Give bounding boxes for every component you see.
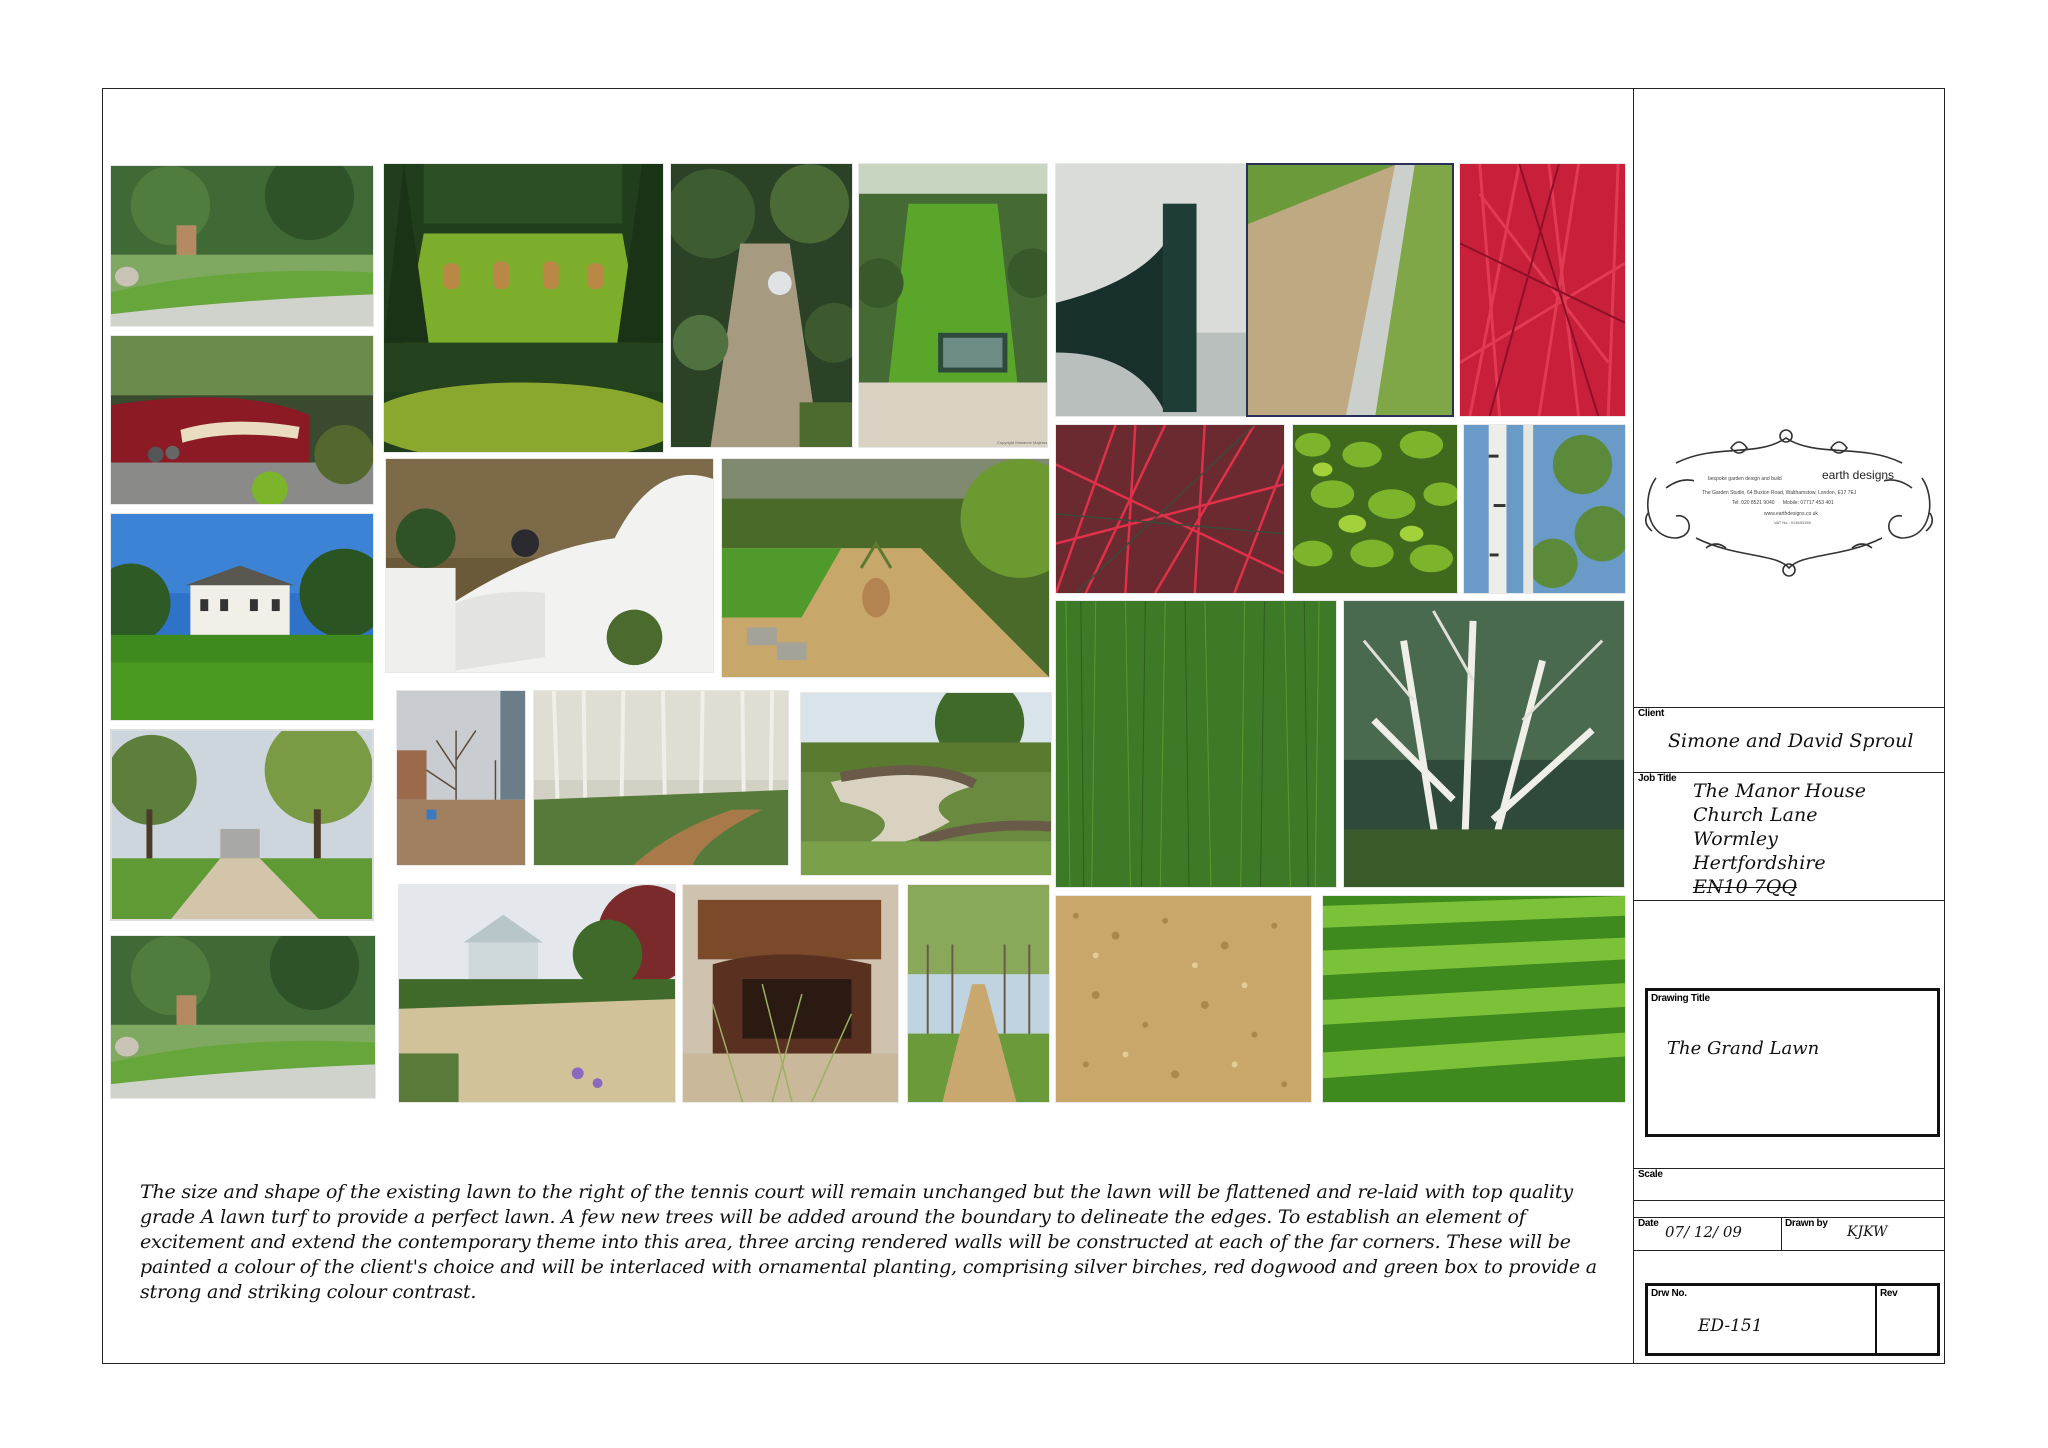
job-address-line: The Manor House	[1693, 780, 1867, 802]
drawing-title-label: Drawing Title	[1651, 993, 1710, 1004]
photo-green-box-foliage	[1292, 424, 1458, 594]
photo-long-lawn-water-rill	[858, 163, 1048, 448]
photo-lawn-turf-texture	[1055, 600, 1337, 888]
title-block-divider	[1781, 1217, 1782, 1250]
photo-dark-green-curved-panel	[1055, 163, 1247, 417]
photo-curved-red-wall-bench	[110, 335, 374, 505]
photo-pleached-tree-avenue	[907, 884, 1050, 1103]
photo-silver-birch-grove	[533, 690, 789, 866]
photo-striped-lawn	[1322, 895, 1626, 1103]
title-block-divider	[1633, 1168, 1945, 1169]
photo-red-dogwood-closeup	[1055, 424, 1285, 594]
date-label: Date	[1638, 1218, 1659, 1229]
logo-address: The Garden Studio, 64 Buxton Road, Walthamstow, London, E17 7EJ	[1702, 490, 1857, 496]
logo-web: www.earthdesigns.co.uk	[1764, 511, 1818, 517]
job-address-line: EN10 7QQ	[1693, 876, 1797, 898]
job-address	[1693, 779, 1866, 899]
title-block-divider	[1633, 707, 1945, 708]
title-block-divider	[1633, 1250, 1945, 1251]
logo-tagline: bespoke garden design and build	[1708, 476, 1782, 482]
photo-resin-gravel-texture	[1055, 895, 1312, 1103]
photo-tree-planting-plaza	[396, 690, 526, 866]
drw-no-label: Drw No.	[1651, 1288, 1687, 1299]
photo-park-path-trees	[110, 729, 374, 921]
scale-label: Scale	[1638, 1169, 1663, 1180]
client-label: Client	[1638, 708, 1664, 719]
logo-vat: VAT No.: 913693158	[1774, 520, 1811, 525]
photo-gabion-curved-wall	[800, 692, 1052, 876]
photo-formal-lawn-urns	[383, 163, 664, 453]
photo-contemporary-garden-lawn-2	[110, 935, 376, 1099]
job-address-line: Hertfordshire	[1693, 852, 1826, 874]
job-address-line: Wormley	[1693, 828, 1778, 850]
title-block-divider	[1633, 772, 1945, 773]
photo-contemporary-garden-lawn	[110, 165, 374, 327]
logo-brand: earth designs	[1822, 468, 1895, 482]
photo-credit: Copyright Marianne Majerus	[997, 440, 1048, 445]
photo-corten-steel-grasses	[682, 884, 899, 1103]
job-title-label: Job Title	[1638, 773, 1677, 784]
title-block	[1633, 88, 1945, 1364]
drawing-title: The Grand Lawn	[1667, 1038, 1820, 1059]
photo-birch-trunk-leaves	[1463, 424, 1626, 594]
client-name: Simone and David Sproul	[1668, 730, 1914, 752]
drw-no-value: ED-151	[1698, 1316, 1763, 1336]
logo-phones: Tel: 020 8521 9040 Mobile: 07717 453 401	[1732, 500, 1834, 506]
photo-manor-house-lawn	[110, 513, 374, 721]
company-logo	[1636, 418, 1942, 588]
date-value: 07/ 12/ 09	[1665, 1223, 1742, 1241]
rev-label: Rev	[1880, 1288, 1898, 1299]
rev-divider	[1875, 1286, 1877, 1354]
photo-red-dogwood-stems	[1459, 163, 1626, 417]
design-description: The size and shape of the existing lawn to the right of the tennis court will remain unchanged but the lawn will be flattened and re-laid with top quality grade A lawn turf to provide a perfect lawn. A few new trees will be added around the boundary to delineate the edges. To establish an element of excitement and extend the contemporary theme into this area, three arcing rendered walls will be constructed at each of the far corners. These will be painted a colour of the client's choice and will be interlaced with ornamental planting, comprising silver birches, red dogwood and green box to provide a strong and striking colour contrast.	[140, 1181, 1597, 1303]
title-block-divider	[1633, 900, 1945, 901]
photo-resin-path-edging	[1246, 163, 1454, 417]
photo-glasshouse-gravel-garden	[398, 884, 676, 1103]
photo-multistem-silver-birch	[1343, 600, 1625, 888]
photo-gravel-path-topiary	[670, 163, 853, 448]
drawing-title-box	[1645, 988, 1940, 1137]
title-block-divider	[1633, 1200, 1945, 1201]
drawn-by-label: Drawn by	[1785, 1218, 1828, 1229]
job-address-line: Church Lane	[1693, 804, 1818, 826]
photo-white-arcing-wall	[385, 458, 714, 673]
photo-gravel-courtyard-urn	[721, 458, 1050, 678]
drawn-by-value: KJKW	[1847, 1224, 1888, 1240]
